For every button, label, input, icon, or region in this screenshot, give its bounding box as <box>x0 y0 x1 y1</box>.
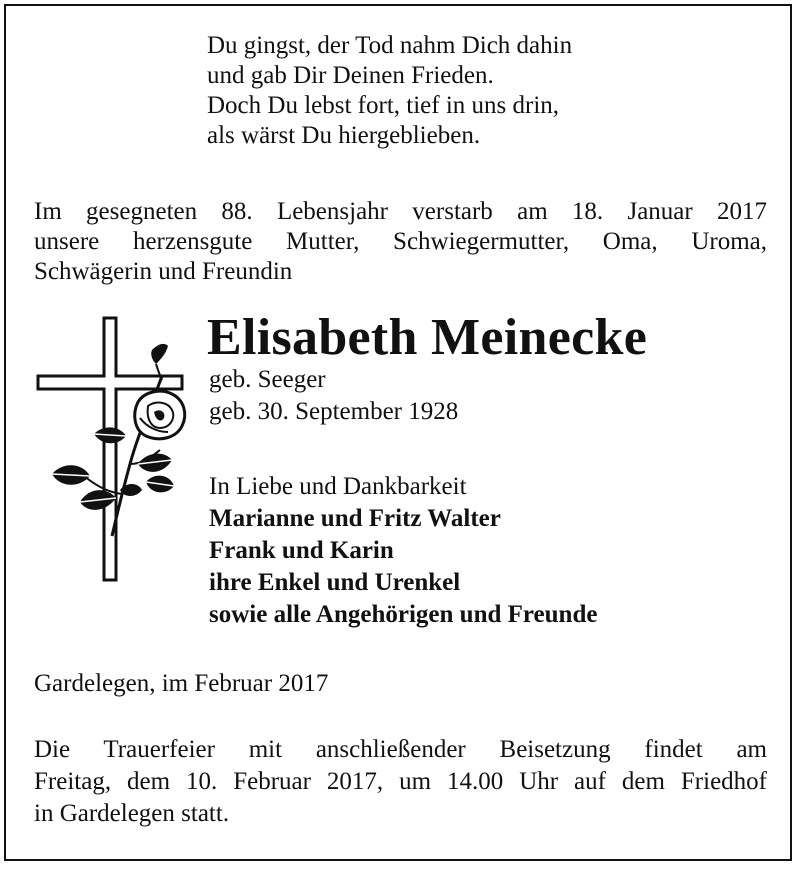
poem-line-4: als wärst Du hiergeblieben. <box>207 122 481 149</box>
cross-with-rose-icon <box>34 314 190 584</box>
mourner-3: ihre Enkel und Urenkel <box>209 569 461 596</box>
mourner-1: Marianne und Fritz Walter <box>209 505 501 532</box>
birth-date: geb. 30. September 1928 <box>209 398 459 425</box>
poem-line-3: Doch Du lebst fort, tief in uns drin, <box>207 92 560 119</box>
intro-line-2: unsere herzensgute Mutter, Schwiegermutter, Oma, Uroma, <box>34 228 767 255</box>
deceased-name: Elisabeth Meinecke <box>207 309 648 366</box>
intro-line-3: Schwägerin und Freundin <box>34 258 293 285</box>
mourner-2: Frank und Karin <box>209 537 394 564</box>
poem-line-2: und gab Dir Deinen Frieden. <box>207 62 494 89</box>
poem-line-1: Du gingst, der Tod nahm Dich dahin <box>207 32 573 59</box>
funeral-line-3: in Gardelegen statt. <box>34 800 230 827</box>
mourner-4: sowie alle Angehörigen und Freunde <box>209 601 598 628</box>
funeral-line-1: Die Trauerfeier mit anschließender Beisetzung findet am <box>34 736 767 763</box>
mourners-heading: In Liebe und Dankbarkeit <box>209 473 467 500</box>
maiden-name: geb. Seeger <box>209 366 326 393</box>
funeral-line-2: Freitag, dem 10. Februar 2017, um 14.00 Uhr auf dem Friedhof <box>34 768 767 795</box>
intro-line-1: Im gesegneten 88. Lebensjahr verstarb am 18. Januar 2017 <box>34 198 767 225</box>
place-date: Gardelegen, im Februar 2017 <box>34 670 329 697</box>
